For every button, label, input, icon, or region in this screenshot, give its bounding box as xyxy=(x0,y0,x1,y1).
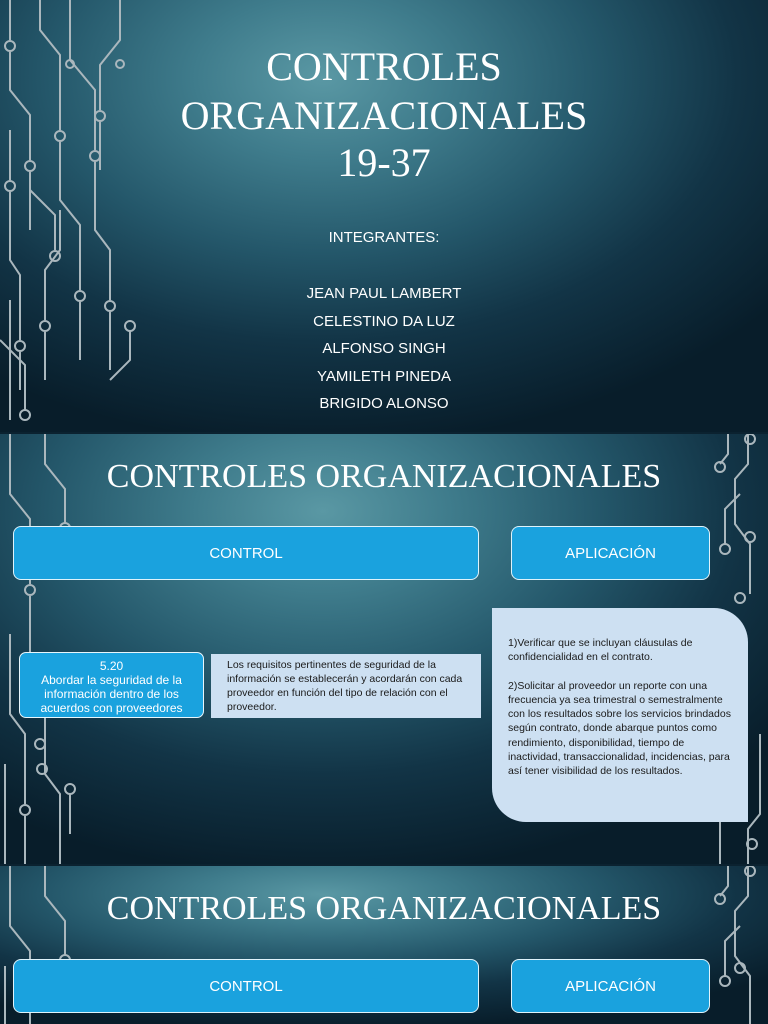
control-name: Abordar la seguridad de la información dentro de los acuerdos con proveedores xyxy=(40,673,183,715)
members-heading: INTEGRANTES: xyxy=(328,229,440,246)
member-name: BRIGIDO ALONSO xyxy=(319,395,449,412)
application-item: 2)Solicitar al proveedor un reporte con una frecuencia ya sea trimestral o semestralmente con los resultados sobre los servicios brindados según contrato, donde abarque puntos como rendimiento, disponibilidad, tiempo de inactividad, transaccionalidad, incidencias, para así tener visibilidad de los resultados. xyxy=(508,679,731,778)
control-id-box xyxy=(19,652,204,718)
member-name: CELESTINO DA LUZ xyxy=(313,313,455,330)
control-description: Los requisitos pertinentes de seguridad de la información se establecerán y acordarán con cada proveedor en función del tipo de relación con el proveedor. xyxy=(211,654,481,718)
control-header: CONTROL xyxy=(13,526,479,580)
title-line-2: ORGANIZACIONALES xyxy=(180,93,588,138)
control-header: CONTROL xyxy=(13,959,479,1013)
application-header: APLICACIÓN xyxy=(511,959,710,1013)
title-line-3: 19-37 xyxy=(337,140,431,185)
title-slide xyxy=(0,0,768,432)
slide-title: CONTROLES ORGANIZACIONALES xyxy=(106,890,662,927)
application-header: APLICACIÓN xyxy=(511,526,710,580)
member-name: ALFONSO SINGH xyxy=(322,340,446,357)
controls-slide xyxy=(0,434,768,864)
title-line-1: CONTROLES xyxy=(266,44,502,89)
application-box xyxy=(492,608,748,822)
member-name: JEAN PAUL LAMBERT xyxy=(306,285,462,302)
application-item: 1)Verificar que se incluyan cláusulas de confidencialidad en el contrato. xyxy=(508,637,693,664)
slide-title: CONTROLES ORGANIZACIONALES xyxy=(106,458,662,495)
member-name: YAMILETH PINEDA xyxy=(317,368,451,385)
control-number: 5.20 xyxy=(99,659,124,673)
controls-slide-continued xyxy=(0,866,768,1024)
